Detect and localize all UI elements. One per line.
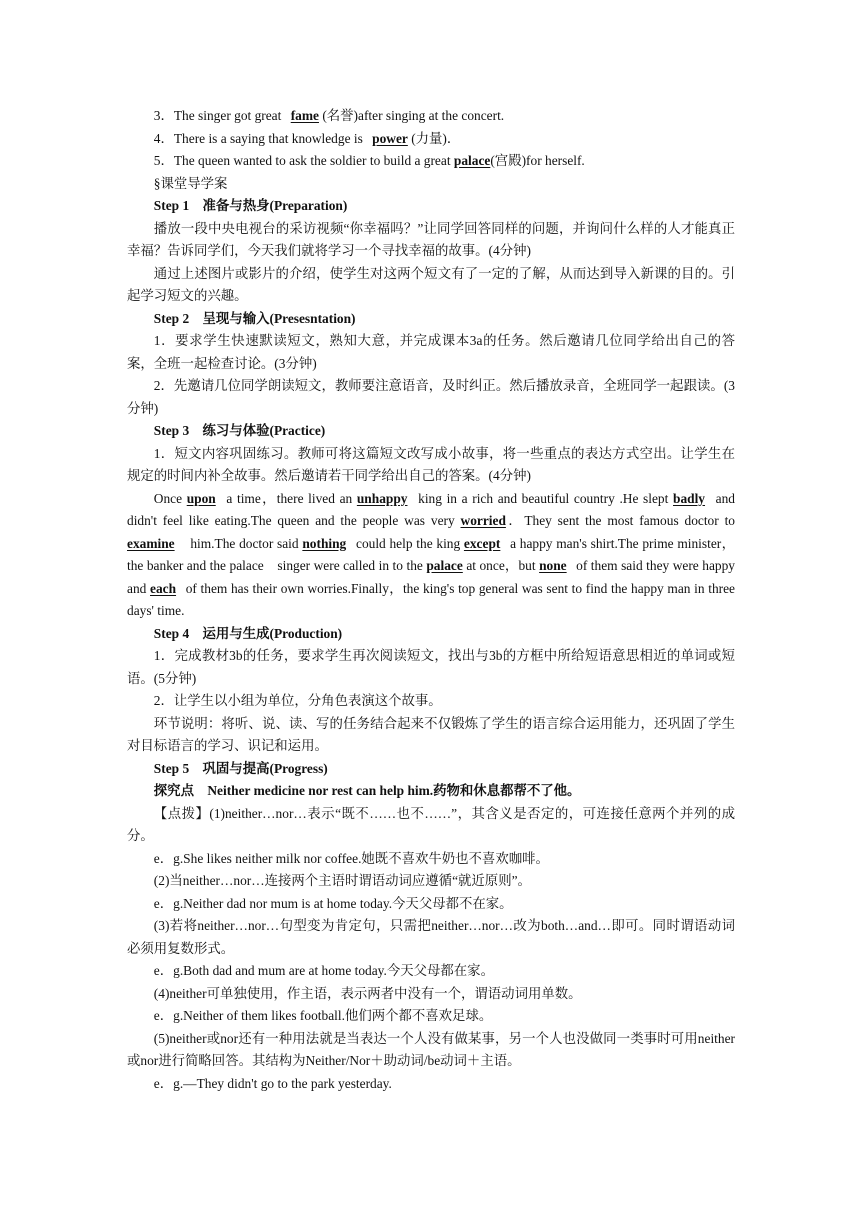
example-1: e．g.She likes neither milk nor coffee.她既不喜欢牛奶也不喜欢咖啡。 xyxy=(153,850,549,866)
story-answer-except: except xyxy=(463,535,501,551)
vocab-item-4 xyxy=(127,128,735,151)
story-text: and didn't feel like eating.The queen and the people was very xyxy=(127,490,735,528)
story-text: king in a rich and beautiful country .He slept xyxy=(413,490,673,506)
step1-paragraph-1: 播放一段中央电视台的采访视频“你幸福吗？”让同学回答同样的问题，并询问什么样的人才能真正幸福？告诉同学们，今天我们就将学习一个寻找幸福的故事。(4分钟) xyxy=(127,220,735,258)
note-2: (2)当neither…nor…连接两个主语时谓语动词应遵循“就近原则”。 xyxy=(153,873,531,888)
story-answer-badly: badly xyxy=(673,490,706,506)
note-1: 【点拨】(1)neither…nor…表示“既不……也不……”，其含义是否定的，可连接任意两个并列的成分。 xyxy=(127,805,735,843)
example-4: e．g.Neither of them likes football.他们两个都不喜欢足球。 xyxy=(153,1008,493,1023)
example-5: e．g.—They didn't go to the park yesterday. xyxy=(153,1075,392,1091)
answer-fame: fame xyxy=(290,108,319,123)
story-answer-upon: upon xyxy=(186,490,216,506)
step5-title: Step 5 巩固与提高(Progress) xyxy=(153,760,328,776)
story-text: Once xyxy=(153,490,187,506)
step1-paragraph-2: 通过上述图片或影片的介绍，使学生对这两个短文有了一定的了解，从而达到导入新课的目的。引起学习短文的兴趣。 xyxy=(127,265,735,303)
example-3: e．g.Both dad and mum are at home today.今天父母都在家。 xyxy=(153,963,494,978)
story-text: of them has their own worries.Finally，the king's top general was sent to find the happy man in three days' time. xyxy=(127,580,735,618)
vocab-text: (力量)． xyxy=(407,130,461,146)
step3-paragraph-1: 1．短文内容巩固练习。教师可将这篇短文改写成小故事，将一些重点的表达方式空出。让学生在规定的时间内补全故事。然后邀请若干同学给出自己的答案。(4分钟) xyxy=(127,445,735,483)
vocab-text: (宫殿)for herself. xyxy=(490,153,585,168)
example-2: e．g.Neither dad nor mum is at home today.今天父母都不在家。 xyxy=(153,895,513,911)
story-answer-none: none xyxy=(539,558,567,573)
vocab-item-3 xyxy=(127,105,735,128)
note-3: (3)若将neither…nor…句型变为肯定句，只需把neither…nor…改为both…and…即可。同时谓语动词必须用复数形式。 xyxy=(127,918,735,956)
story-answer-palace: palace xyxy=(426,558,463,573)
story-text: of them said they were happy and xyxy=(127,558,735,596)
story-answer-unhappy: unhappy xyxy=(356,490,408,506)
story-text: at once，but xyxy=(462,558,540,573)
story-text: could help the king xyxy=(352,535,464,551)
step3-title: Step 3 练习与体验(Practice) xyxy=(153,423,326,438)
step4-title: Step 4 运用与生成(Production) xyxy=(153,625,343,641)
story-passage xyxy=(127,488,735,623)
step2-title: Step 2 呈现与输入(Presesntation) xyxy=(153,310,356,326)
step4-paragraph-1: 1．完成教材3b的任务，要求学生再次阅读短文，找出与3b的方框中所给短语意思相近的单词或短语。(5分钟) xyxy=(127,648,735,686)
story-text: a happy man's shirt.The prime minister，the banker and the palace singer were called in to the xyxy=(127,535,735,573)
section-title: §课堂导学案 xyxy=(153,175,228,191)
vocab-text: 5．The queen wanted to ask the soldier to build a great xyxy=(153,153,454,168)
vocab-item-5 xyxy=(127,150,735,173)
step4-note: 环节说明：将听、说、读、写的任务结合起来不仅锻炼了学生的语言综合运用能力，还巩固了学生对目标语言的学习、识记和运用。 xyxy=(127,715,735,753)
story-text: a time，there lived an xyxy=(221,490,357,506)
story-answer-worried: worried xyxy=(460,513,506,528)
story-answer-nothing: nothing xyxy=(302,535,347,551)
note-4: (4)neither可单独使用，作主语，表示两者中没有一个，谓语动词用单数。 xyxy=(153,985,582,1001)
story-answer-each: each xyxy=(150,580,177,596)
story-text: him.The doctor said xyxy=(186,535,303,551)
step1-title: Step 1 准备与热身(Preparation) xyxy=(153,198,348,213)
answer-power: power xyxy=(372,130,408,146)
story-answer-examine: examine xyxy=(127,535,175,551)
step2-paragraph-1: 1．要求学生快速默读短文，熟知大意，并完成课本3a的任务。然后邀请几位同学给出自己的答案，全班一起检查讨论。(3分钟) xyxy=(127,333,735,371)
step2-paragraph-2: 2．先邀请几位同学朗读短文，教师要注意语音，及时纠正。然后播放录音，全班同学一起跟读。(3分钟) xyxy=(127,378,735,416)
vocab-text: 3．The singer got great xyxy=(153,108,285,123)
story-text: ．They sent the most famous doctor to xyxy=(505,513,735,528)
document-page xyxy=(127,105,735,1095)
vocab-text: (名誉)after singing at the concert. xyxy=(318,108,505,123)
explore-point: 探究点 Neither medicine nor rest can help him.药物和休息都帮不了他。 xyxy=(153,783,581,798)
vocab-text: 4．There is a saying that knowledge is xyxy=(153,130,367,146)
step4-paragraph-2: 2．让学生以小组为单位，分角色表演这个故事。 xyxy=(153,693,442,708)
answer-palace: palace xyxy=(453,153,491,168)
note-5: (5)neither或nor还有一种用法就是当表达一个人没有做某事，另一个人也没做同一类事时可用neither或nor进行简略回答。其结构为Neither/Nor＋助动词/be动词＋主语。 xyxy=(127,1030,735,1068)
